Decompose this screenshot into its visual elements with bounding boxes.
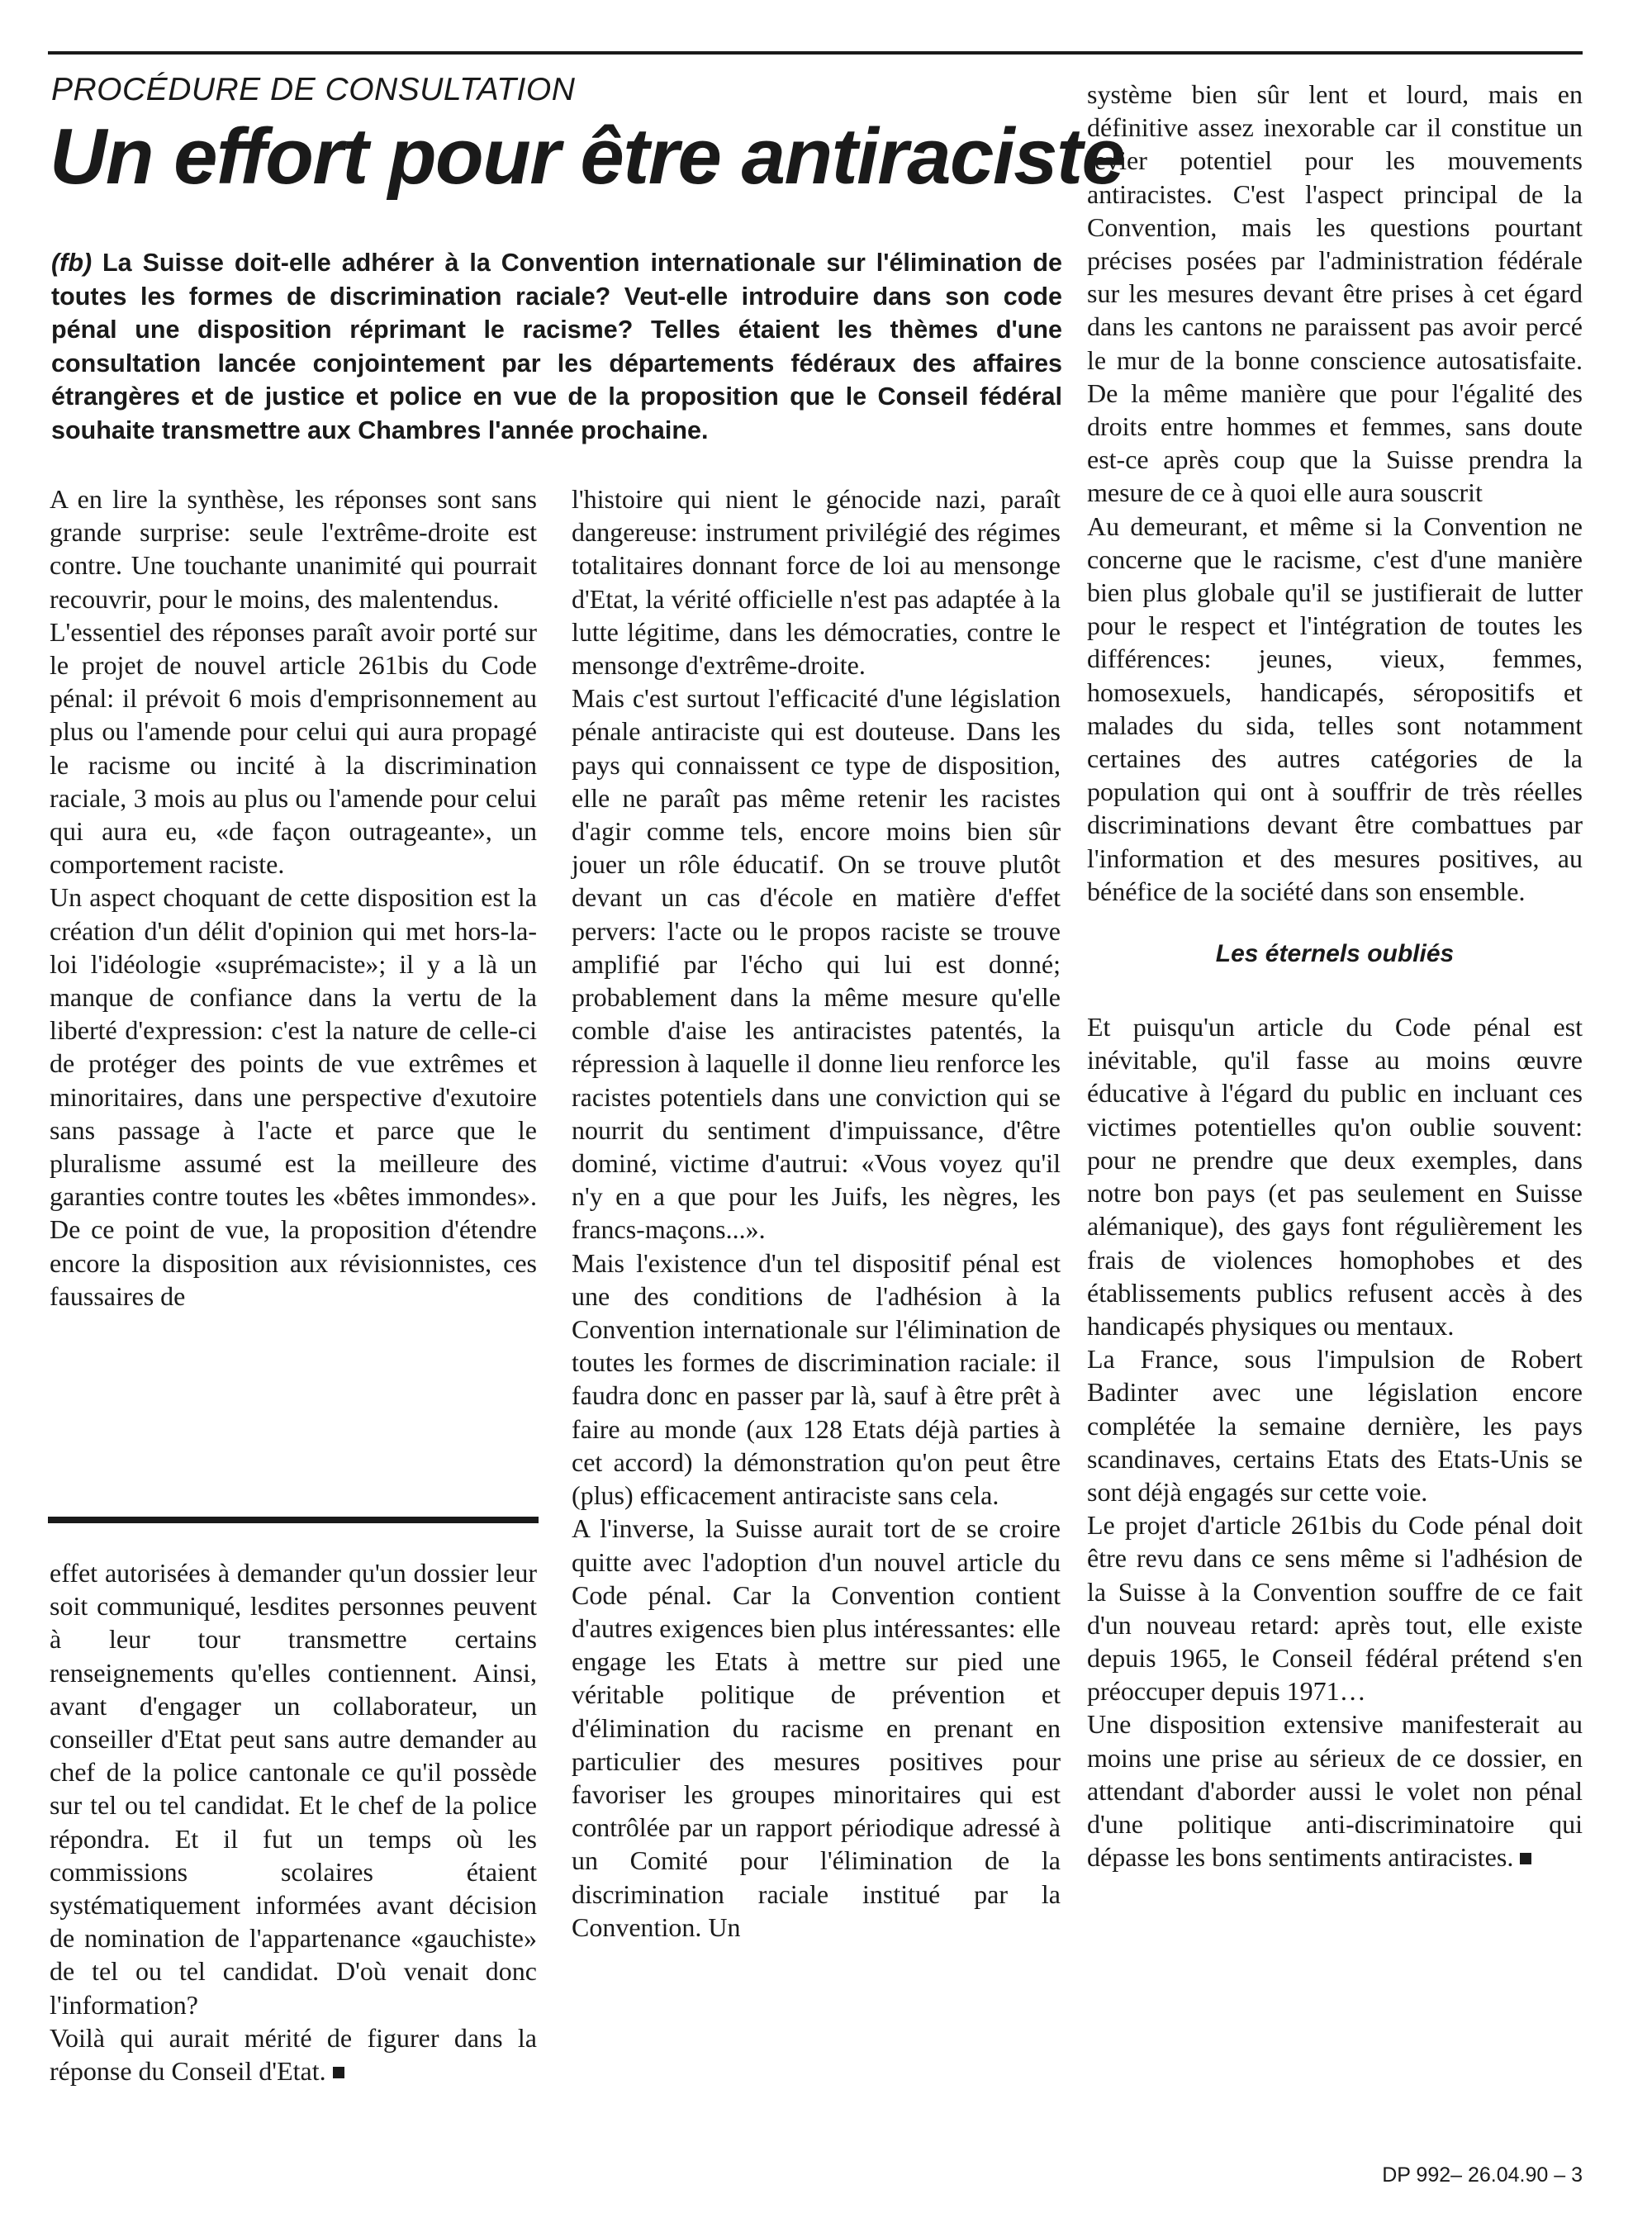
lead-text: La Suisse doit-elle adhérer à la Convention internationale sur l'élimination de toutes les formes de discrimination raciale? Veut-elle introduire dans son code pénal une disposition réprimant le racisme? Telles étaient les thèmes d'une consultation lancée conjointement par les départements fédéraux des affaires étrangères et de justice et police en vue de la proposition que le Conseil fédéral souhaite transmettre aux Chambres l'année prochaine.: [51, 249, 1062, 444]
top-rule: [48, 51, 1583, 55]
paragraph: Au demeurant, et même si la Convention ne concerne que le racisme, c'est d'une manière bien plus globale qu'il se justifierait de lutter pour le respect et l'intégration de toutes les différences: jeunes, vieux, femmes, homosexuels, handicapés, séropositifs et malades du sida, telles sont notamment certaines des autres catégories de la population qui ont à souffrir de très réelles discriminations devant être combattues par l'information et des mesures positives, au bénéfice de la société dans son ensemble.: [1087, 511, 1583, 906]
paragraph: [1087, 1707, 1583, 1873]
end-mark-icon: [1520, 1853, 1531, 1864]
paragraph: l'histoire qui nient le génocide nazi, paraît dangereuse: instrument privilégié des régimes totalitaires donnant force de loi au mensonge d'Etat, la vérité officielle n'est pas adaptée à la lutte légitime, dans les démocraties, contre le mensonge d'extrême-droite.: [572, 484, 1061, 681]
column-a: [50, 482, 537, 1313]
paragraph: L'essentiel des réponses paraît avoir porté sur le projet de nouvel article 261bis du Code pénal: il prévoit 6 mois d'emprisonnement au plus ou l'amende pour celui qui aura propagé le racisme ou incité à la discrimination raciale, 3 mois au plus ou l'amende pour celui qui aura eu, «de façon outrageante», un comportement raciste.: [50, 616, 537, 880]
paragraph: effet autorisées à demander qu'un dossier leur soit communiqué, lesdites personnes peuvent à leur tour transmettre certains renseignements qu'elles contiennent. Ainsi, avant d'engager un collaborateur, un conseiller d'Etat peut sans autre demander au chef de la police cantonale ce qu'il possède sur tel ou tel candidat. Et le chef de la police répondra. Et il fut un temps où les commissions scolaires étaient systématiquement informées avant décision de nomination de l'appartenance «gauchiste» de tel ou tel candidat. D'où venait donc l'information?: [50, 1558, 537, 2020]
paragraph: A l'inverse, la Suisse aurait tort de se croire quitte avec l'adoption d'un nouvel article du Code pénal. Car la Convention contient d'autres exigences bien plus intéressantes: elle engage les Etats à mettre sur pied une véritable politique de prévention et d'élimination du racisme en prenant en particulier des mesures positives pour favoriser les groupes minoritaires qui est contrôlée par un rapport périodique adressé à un Comité pour l'élimination de la discrimination raciale institué par la Convention. Un: [572, 1513, 1061, 1942]
paragraph-text: Voilà qui aurait mérité de figurer dans la réponse du Conseil d'Etat.: [50, 2022, 537, 2087]
paragraph: Mais c'est surtout l'efficacité d'une législation pénale antiraciste qui est douteuse. Dans les pays qui connaissent ce type de disposition, elle ne paraît pas même retenir les racistes d'agir comme tels, encore moins bien sûr jouer un rôle éducatif. On se trouve plutôt devant un cas d'école en matière d'effet pervers: l'acte ou le propos raciste se trouve amplifié par l'écho qui lui est donné; probablement dans la même mesure qu'elle comble d'aise les antiracistes patentés, la répression à laquelle il donne lieu renforce les racistes potentiels dans une conviction qui se nourrit du sentiment d'impuissance, d'être dominé, victime d'autrui: «Vous voyez qu'il n'y en a que pour les Juifs, les nègres, les francs-maçons...».: [572, 683, 1061, 1245]
paragraph-text: Une disposition extensive manifesterait au moins une prise au sérieux de ce dossier, en attendant d'aborder aussi le volet non pénal d'une politique anti-discriminatoire qui dépasse les bons sentiments antiracistes.: [1087, 1709, 1583, 1873]
column-divider-rule: [48, 1517, 539, 1523]
column-b: [572, 482, 1061, 1944]
paragraph: A en lire la synthèse, les réponses sont sans grande surprise: seule l'extrême-droite est contre. Une touchante unanimité qui pourrait recouvrir, pour le moins, des malentendus.: [50, 484, 537, 614]
paragraph: Un aspect choquant de cette disposition est la création d'un délit d'opinion qui met hors-la-loi l'idéologie «suprémaciste»; il y a là un manque de confiance dans la vertu de la liberté d'expression: c'est la nature de celle-ci de protéger des points de vue extrêmes et minoritaires, dans une perspective d'exutoire sans passage à l'acte et parce que le pluralisme assumé est la meilleure des garanties contre toutes les «bêtes immondes». De ce point de vue, la proposition d'étendre encore la disposition aux révisionnistes, ces faussaires de: [50, 882, 537, 1311]
paragraph: système bien sûr lent et lourd, mais en définitive assez inexorable car il constitue un levier potentiel pour les mouvements antiracistes. C'est l'aspect principal de la Convention, mais les questions pourtant précises posées par l'administration fédérale sur les mesures devant être prises à cet égard dans les cantons ne paraissent pas avoir percé le mur de la bonne conscience autosatisfaite. De la même manière que pour l'égalité des droits entre hommes et femmes, sans doute est-ce après coup que la Suisse prendra la mesure de ce à quoi elle aura souscrit: [1087, 79, 1583, 508]
lead-initials: (fb): [51, 249, 93, 277]
column-a-continued: [50, 1556, 537, 2087]
paragraph: [50, 2021, 537, 2087]
end-mark-icon: [333, 2067, 344, 2078]
section-subhead: Les éternels oubliés: [1215, 940, 1455, 968]
article-title: Un effort pour être antiraciste: [50, 112, 1125, 201]
paragraph: La France, sous l'impulsion de Robert Badinter avec une législation encore complétée la semaine dernière, les pays scandinaves, certains Etats des Etats-Unis se sont déjà engagés sur cette voie.: [1087, 1344, 1583, 1507]
article-lead: [51, 246, 1062, 447]
paragraph: Mais l'existence d'un tel dispositif pénal est une des conditions de l'adhésion à la Convention internationale sur l'élimination de toutes les formes de discrimination raciale: il faudra donc en passer par là, sauf à être prêt à faire au monde (aux 128 Etats déjà parties à cet accord) la démonstration qu'on peut être (plus) efficacement antiraciste sans cela.: [572, 1247, 1061, 1511]
article-kicker: PROCÉDURE DE CONSULTATION: [51, 72, 576, 107]
paragraph: Et puisqu'un article du Code pénal est inévitable, qu'il fasse au moins œuvre éducative à l'égard du public en incluant ces victimes potentielles qu'on oublie souvent: pour ne prendre que deux exemples, dans notre bon pays (et pas seulement en Suisse alémanique), des gays font régulièrement les frais de violences homophobes et des établissements publics refusent accès à des handicapés physiques ou mentaux.: [1087, 1012, 1583, 1341]
page-footer: DP 992– 26.04.90 – 3: [1382, 2163, 1583, 2187]
paragraph: Le projet d'article 261bis du Code pénal doit être revu dans ce sens même si l'adhésion de la Suisse à la Convention souffre de ce fait d'un nouveau retard: après tout, elle existe depuis 1965, le Conseil fédéral prétend s'en préoccuper depuis 1971…: [1087, 1510, 1583, 1707]
column-c: [1087, 78, 1583, 1873]
